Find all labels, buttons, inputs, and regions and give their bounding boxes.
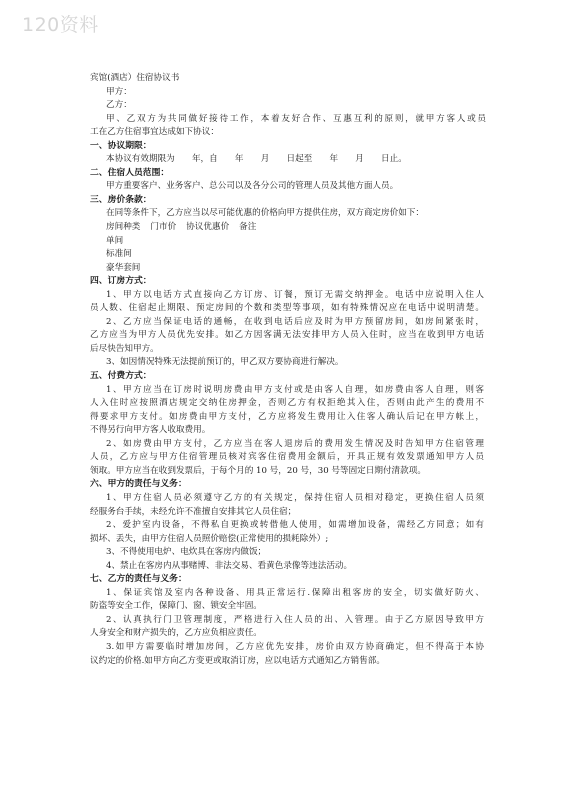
paragraph-line: 人身安全和财产损失的，乙方应负相应责任。 — [90, 628, 262, 639]
paragraph-line: 人员，乙方应与甲方住宿管理员核对宾客住宿费用金额后，开具正规有效发票通知甲方人员 — [90, 452, 484, 463]
paragraph-line: 1、保证宾馆及室内各种设备、用具正常运行.保障出租客房的安全，切实做好防火、 — [106, 587, 484, 598]
section-text: 本协议有效期限为 年，自 年 月 日起至 年 月 日止。 — [106, 154, 407, 165]
paragraph-line: 后尽快告知甲方。 — [90, 343, 159, 354]
paragraph-line: 经服务台手续，未经允许不准擅自安排其它人员住宿； — [90, 506, 297, 517]
room-type-row: 单间 — [106, 235, 124, 246]
section-heading: 五、付费方式： — [90, 371, 152, 382]
paragraph-line: 1、甲方应当在订房时说明房费由甲方支付或是由客人自理，如房费由客人自理，则客 — [106, 384, 484, 395]
room-type-row: 豪华套间 — [106, 262, 141, 273]
section-heading: 七、乙方的责任与义务： — [90, 574, 187, 585]
section-text: 在同等条件下，乙方应当以尽可能优惠的价格向甲方提供住房，双方商定房价如下： — [106, 208, 424, 219]
section-heading: 三、房价条款： — [90, 194, 152, 205]
paragraph-line: 2、如房费由甲方支付，乙方应当在客人退房后的费用发生情况及时告知甲方住宿管理 — [106, 438, 484, 449]
section-heading: 四、订房方式： — [90, 276, 152, 287]
paragraph-line: 乙方应当为甲方人员优先安排。如乙方因客满无法安排甲方人员入住时，应当在收到甲方电话 — [90, 330, 484, 341]
paragraph-line: 2、爱护室内设备，不得私自更换或转借他人使用，如需增加设备，需经乙方同意；如有 — [106, 520, 484, 531]
paragraph-line: 3、不得使用电炉、电炊具在客房内做饭； — [106, 547, 267, 558]
paragraph-line: 不得另行向甲方客人收取费用。 — [90, 425, 211, 436]
party-b-label: 乙方： — [106, 100, 132, 111]
table-header-cell: 房间种类 — [106, 222, 141, 233]
paragraph-line: 人入住时应按照酒店规定交纳住房押金，否则乙方有权拒绝其入住，否则由此产生的费用不 — [90, 398, 484, 409]
section-heading: 二、住宿人员范围： — [90, 167, 170, 178]
room-type-row: 标准间 — [106, 249, 132, 260]
paragraph-line: 1、甲方住宿人员必须遵守乙方的有关规定，保持住宿人员相对稳定，更换住宿人员须 — [106, 492, 484, 503]
intro-line: 工在乙方住宿事宜达成如下协议： — [90, 127, 219, 138]
table-header-cell: 协议优惠价 — [186, 222, 230, 233]
table-header-cell: 门市价 — [150, 222, 177, 233]
table-header-cell: 备注 — [239, 222, 257, 233]
paragraph-line: 1、甲方以电话方式直接向乙方订房、订餐，预订无需交纳押金。电话中应说明入住人 — [106, 289, 484, 300]
paragraph-line: 3、如因情况特殊无法提前预订的，甲乙双方要协商进行解决。 — [106, 357, 344, 368]
section-text: 甲方重要客户、业务客户、总公司以及各分公司的管理人员及其他方面人员。 — [106, 181, 399, 192]
party-a-label: 甲方： — [106, 86, 132, 97]
paragraph-line: 领取。甲方应当在收到发票后，于每个月的 10 号，20 号，30 号等固定日期付清款项。 — [90, 465, 426, 476]
paragraph-line: 议约定的价格.如甲方向乙方变更或取消订房，应以电话方式通知乙方销售部。 — [90, 655, 385, 666]
document-title: 宾馆(酒店）住宿协议书 — [90, 73, 180, 83]
section-heading: 六、甲方的责任与义务： — [90, 479, 187, 490]
paragraph-line: 2、认真执行门卫管理制度，严格进行入住人员的出、入管理。由于乙方原因导致甲方 — [106, 614, 484, 625]
paragraph-line: 防盗等安全工作，保障门、窗、锁安全牢固。 — [90, 601, 262, 612]
paragraph-line: 3.如甲方需要临时增加房间，乙方应优先安排，房价由双方协商确定，但不得高于本协 — [106, 641, 484, 652]
paragraph-line: 2、乙方应当保证电话的通畅，在收到电话后应及时为甲方预留房间，如房间紧张时， — [106, 316, 484, 327]
paragraph-line: 4、禁止在客房内从事赌博、非法交易、看黄色录像等违法活动。 — [106, 560, 353, 571]
intro-line: 甲、乙双方为共同做好接待工作，本着友好合作、互惠互利的原则，就甲方客人或员 — [106, 113, 486, 124]
paragraph-line: 损坏、丢失，由甲方住宿人员照价赔偿(正常使用的损耗除外）; — [90, 533, 329, 544]
paragraph-line: 得要求甲方支付。如房费由甲方支付，乙方应将发生费用让入住客人确认后记在甲方帐上， — [90, 411, 484, 422]
section-heading: 一、协议期限： — [90, 140, 152, 151]
watermark-logo: 120资料 — [22, 14, 99, 36]
paragraph-line: 员人数、住宿起止期限、预定房间的个数和类型等事项，如有特殊情况应在电话中说明清楚。 — [90, 303, 484, 314]
agreement-document — [0, 72, 565, 668]
price-table-header — [0, 221, 565, 235]
